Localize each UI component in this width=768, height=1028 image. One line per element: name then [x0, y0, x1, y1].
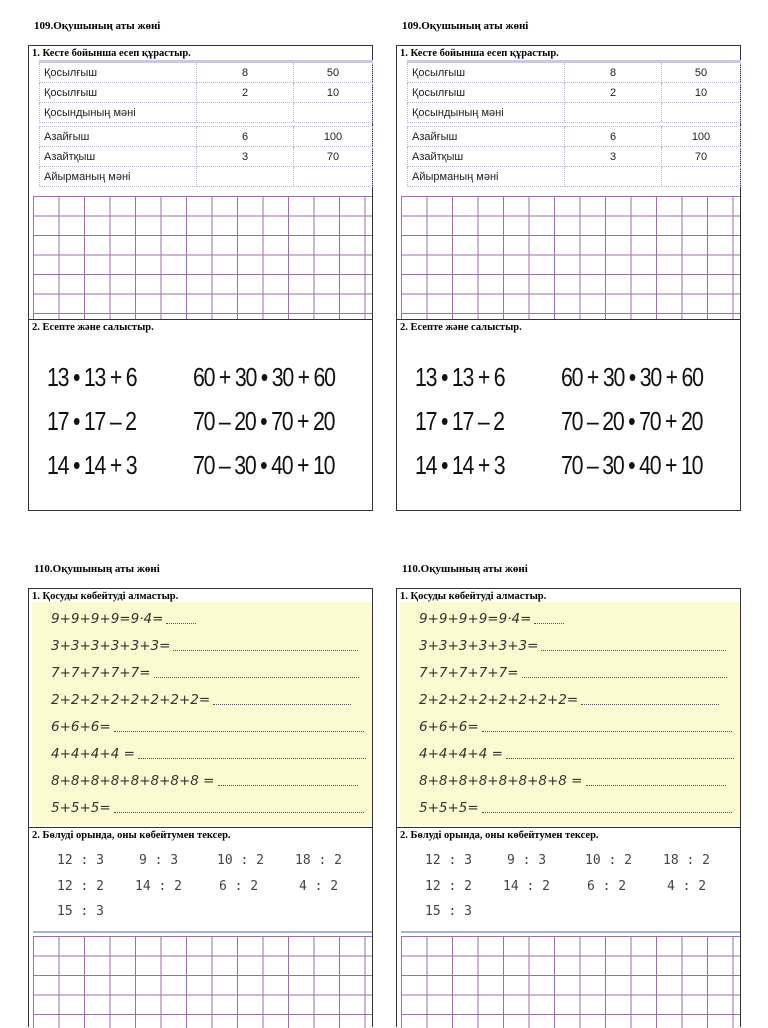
division-item: 9 : 3: [139, 853, 179, 868]
division-item: 6 : 2: [587, 879, 627, 894]
table-row: Қосылғыш 8 50: [408, 62, 741, 83]
sum-row: 9+9+9+9=9·4=: [51, 611, 196, 627]
sum-row: 8+8+8+8+8+8+8+8 =: [419, 773, 726, 789]
grid-area: [401, 936, 740, 1028]
division-item: 10 : 2: [585, 853, 632, 868]
task2-heading: 2. Бөлуді орында, оны көбейтумен тексер.: [400, 830, 599, 841]
division-item: 18 : 2: [295, 853, 342, 868]
sum-row: 6+6+6=: [419, 719, 732, 735]
sheet-title: 110.Оқушының аты жөні: [34, 563, 160, 575]
sheet-title: 109.Оқушының аты жөні: [402, 20, 529, 32]
division-item: 4 : 2: [667, 879, 707, 894]
division-item: 15 : 3: [57, 904, 104, 919]
table-row: Айырманың мәні: [40, 167, 373, 187]
compare-row: 14 • 14 + 3 70 – 30 • 40 + 10: [47, 450, 335, 480]
division-item: 4 : 2: [299, 879, 339, 894]
task2-box: [396, 319, 741, 511]
sum-row: 9+9+9+9=9·4=: [419, 611, 564, 627]
sum-row: 4+4+4+4 =: [419, 746, 734, 762]
task1-box: [396, 588, 741, 828]
compare-row: 14 • 14 + 3 70 – 30 • 40 + 10: [415, 450, 703, 480]
compare-row: 17 • 17 – 2 70 – 20 • 70 + 20: [47, 406, 335, 436]
grid-area: [401, 196, 740, 319]
division-item: 12 : 2: [425, 879, 472, 894]
task1-heading: 1. Кесте бойынша есеп құрастыр.: [400, 48, 559, 59]
task2-box: [28, 319, 373, 511]
sum-row: 3+3+3+3+3+3=: [419, 638, 726, 654]
sum-row: 7+7+7+7+7=: [419, 665, 727, 681]
sheet-title: 110.Оқушының аты жөні: [402, 563, 528, 575]
division-item: 6 : 2: [219, 879, 259, 894]
division-item: 14 : 2: [135, 879, 182, 894]
sheet-title: 109.Оқушының аты жөні: [34, 20, 161, 32]
division-item: 10 : 2: [217, 853, 264, 868]
task1-heading: 1. Кесте бойынша есеп құрастыр.: [32, 48, 191, 59]
sum-row: 2+2+2+2+2+2+2+2=: [51, 692, 351, 708]
table-row: Азайғыш 6 100: [408, 127, 741, 147]
sum-row: 4+4+4+4 =: [51, 746, 366, 762]
sum-row: 3+3+3+3+3+3=: [51, 638, 358, 654]
task2-heading: 2. Бөлуді орында, оны көбейтумен тексер.: [32, 830, 231, 841]
table-row: Азайтқыш 3 70: [408, 147, 741, 167]
table-row: Қосындының мәні: [40, 103, 373, 123]
task2-box: [28, 827, 373, 1027]
division-item: 12 : 2: [57, 879, 104, 894]
yellow-panel: [32, 602, 372, 825]
table-row: Айырманың мәні: [408, 167, 741, 187]
task1-heading: 1. Қосуды көбейтуді алмастыр.: [32, 591, 179, 602]
data-table: [407, 60, 741, 187]
task1-box: [28, 588, 373, 828]
data-table: [39, 60, 373, 187]
sum-row: 2+2+2+2+2+2+2+2=: [419, 692, 719, 708]
sum-row: 6+6+6=: [51, 719, 364, 735]
table-row: Қосылғыш 2 10: [408, 83, 741, 103]
task2-heading: 2. Есепте және салыстыр.: [400, 322, 522, 333]
sum-row: 8+8+8+8+8+8+8+8 =: [51, 773, 358, 789]
division-item: 12 : 3: [425, 853, 472, 868]
table-row: Қосылғыш 8 50: [40, 62, 373, 83]
table-row: Қосылғыш 2 10: [40, 83, 373, 103]
table-row: Қосындының мәні: [408, 103, 741, 123]
division-item: 12 : 3: [57, 853, 104, 868]
sum-row: 7+7+7+7+7=: [51, 665, 359, 681]
task1-box: [28, 45, 373, 320]
division-item: 9 : 3: [507, 853, 547, 868]
division-item: 15 : 3: [425, 904, 472, 919]
table-row: Азайғыш 6 100: [40, 127, 373, 147]
grid-area: [33, 196, 372, 319]
yellow-panel: [400, 602, 740, 825]
division-item: 14 : 2: [503, 879, 550, 894]
task2-box: [396, 827, 741, 1027]
compare-row: 13 • 13 + 6 60 + 30 • 30 + 60: [415, 362, 703, 392]
task2-heading: 2. Есепте және салыстыр.: [32, 322, 154, 333]
compare-row: 17 • 17 – 2 70 – 20 • 70 + 20: [415, 406, 703, 436]
grid-area: [33, 936, 372, 1028]
task1-heading: 1. Қосуды көбейтуді алмастыр.: [400, 591, 547, 602]
sum-row: 5+5+5=: [419, 800, 732, 816]
compare-row: 13 • 13 + 6 60 + 30 • 30 + 60: [47, 362, 335, 392]
divider: [401, 931, 740, 933]
division-item: 18 : 2: [663, 853, 710, 868]
task1-box: [396, 45, 741, 320]
divider: [33, 931, 372, 933]
sum-row: 5+5+5=: [51, 800, 364, 816]
table-row: Азайтқыш 3 70: [40, 147, 373, 167]
